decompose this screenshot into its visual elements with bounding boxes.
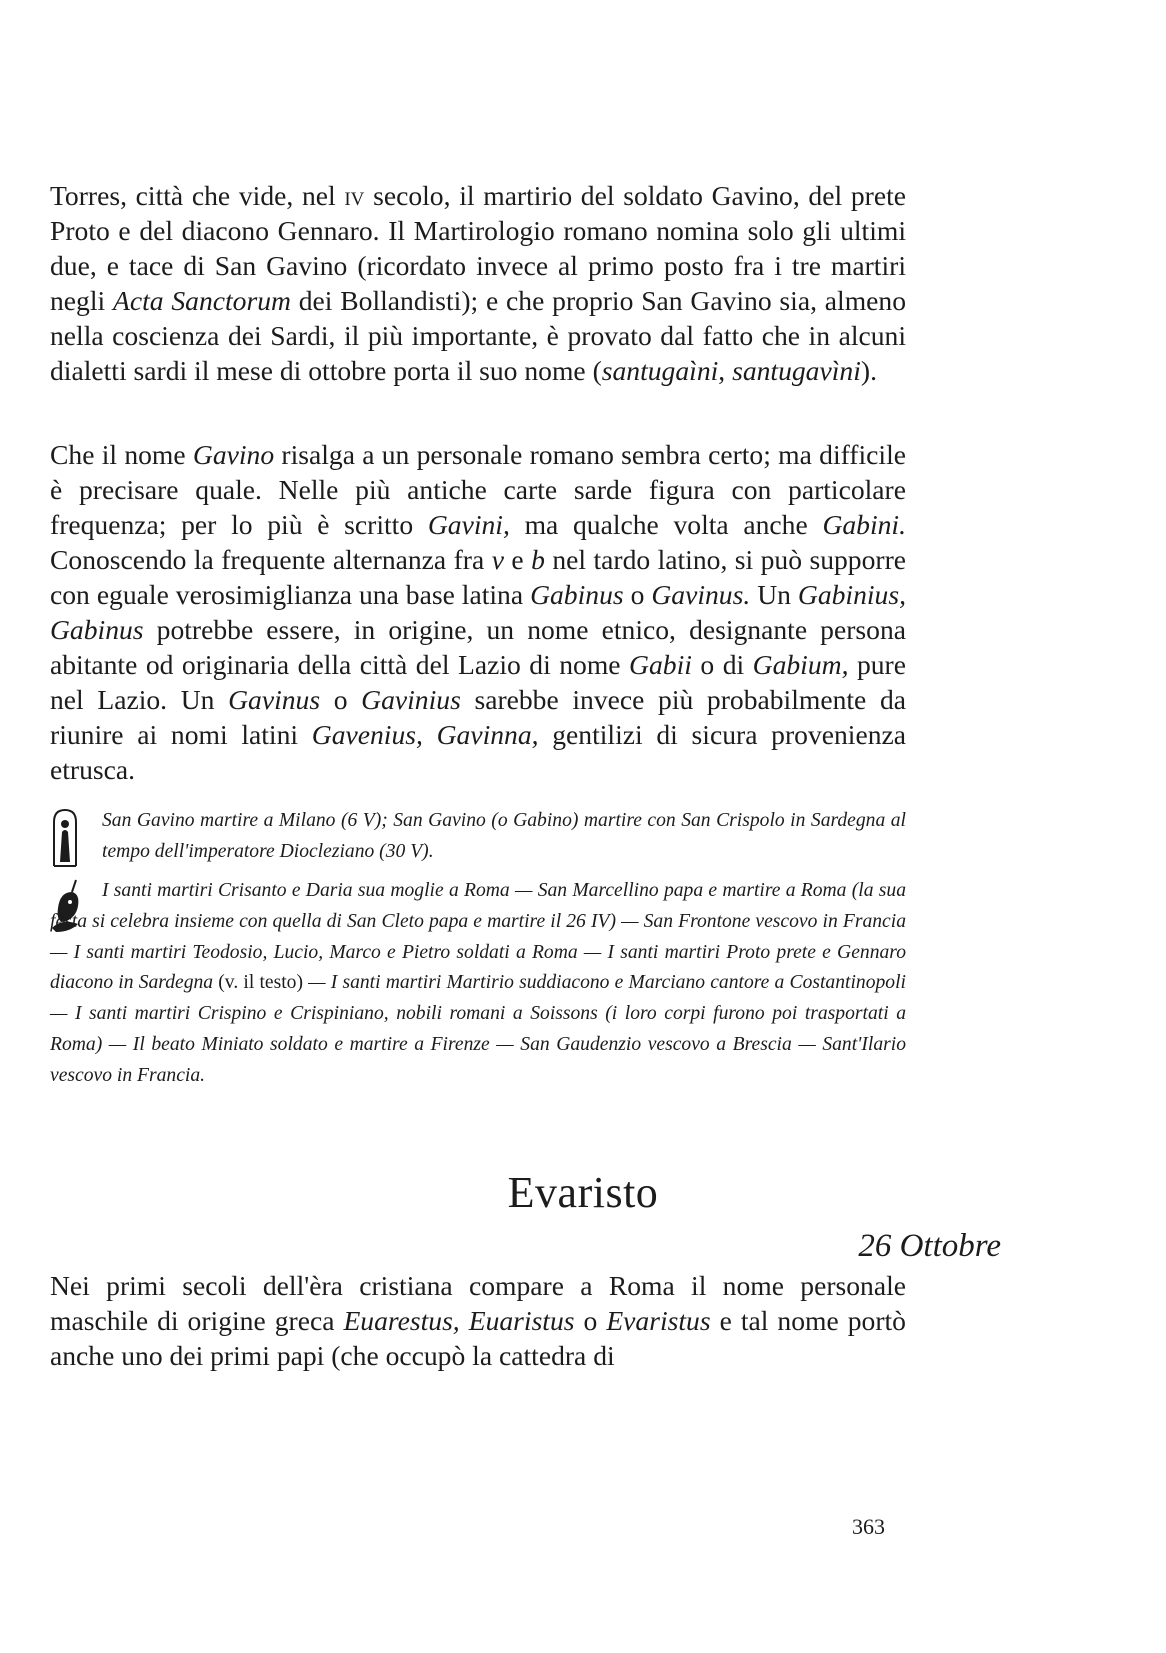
- text-run: pure nel Lazio. Un: [50, 649, 906, 715]
- century-numeral: iv: [344, 180, 365, 211]
- entry-title: Evaristo: [507, 1168, 659, 1217]
- italic-term: Gavenius, Gavinna,: [311, 719, 539, 750]
- text-run: ).: [860, 355, 877, 386]
- italic-term: v: [491, 544, 504, 575]
- italic-term: Gavinius: [361, 684, 461, 715]
- text-run: o: [320, 684, 362, 715]
- text-run: gentilizi di sicura provenienza etrusca.: [50, 719, 906, 785]
- etymology-paragraph: [50, 437, 906, 787]
- italic-term: Gavino: [192, 439, 275, 470]
- text-run: Torres, città che vide, nel: [50, 180, 345, 211]
- text-run: ,: [718, 355, 733, 386]
- italic-term: Gabini.: [822, 509, 906, 540]
- text-run: e: [503, 544, 532, 575]
- italic-term: santugavìni: [732, 355, 861, 386]
- evaristo-paragraph: [50, 1268, 906, 1373]
- namesake-saints-text: San Gavino martire a Milano (6 V); San Gavino (o Gabino) martire con San Crispolo in Sardegna al tempo dell'imperatore Diocleziano (30 V).: [102, 810, 906, 862]
- italic-term: Gabium,: [752, 649, 849, 680]
- italic-term: Evaristus: [606, 1305, 711, 1336]
- page-number: 363: [852, 1514, 885, 1539]
- italic-term: Gavinus.: [651, 579, 751, 610]
- text-run: Un: [750, 579, 798, 610]
- text-run: nel tardo latino, si può supporre con eguale verosimiglianza una base latina: [50, 544, 907, 610]
- saints-text: — I santi martiri Martirio suddiacono e Marciano cantore a Costantinopoli — I santi martiri Crispino e Crispiniano, nobili romani a Soissons (i loro corpi furono poi trasportati a Roma) — Il beato Miniato soldato e martire a Firenze — San Gaudenzio vescovo a Brescia — Sant'Ilario vescovo in Francia.: [50, 972, 906, 1086]
- saints-of-day-note: [50, 876, 906, 1092]
- entry-date: 26 Ottobre: [858, 1228, 1001, 1264]
- text-run: risalga a un personale romano sembra certo; ma difficile è precisare quale. Nelle più antiche carte sarde figura con particolare frequenza; per lo più è scritto: [50, 439, 906, 540]
- italic-term: Gavinus: [228, 684, 321, 715]
- italic-term: Gavini,: [427, 509, 510, 540]
- text-run: o: [574, 1305, 607, 1336]
- italic-term: Gabii: [629, 649, 692, 680]
- italic-term: Gabinius, Gabinus: [50, 579, 906, 645]
- italic-term: b: [531, 544, 545, 575]
- italic-term: Acta Sanctorum: [112, 285, 291, 316]
- text-run: dei Bollandisti); e che proprio San Gavino sia, almeno nella coscienza dei Sardi, il più importante, è provato dal fatto che in alcuni dialetti sardi il mese di ottobre porta il suo nome (: [50, 285, 906, 386]
- text-run: ma qualche volta anche: [509, 509, 823, 540]
- text-run: o di: [691, 649, 753, 680]
- text-run: Conoscendo la frequente alternanza fra: [50, 544, 492, 575]
- namesake-saints-note: [50, 805, 906, 867]
- saints-text: I santi martiri Crisanto e Daria sua moglie a Roma — San Marcellino papa e martire a Roma (la sua festa si celebra insieme con quella di San Cleto papa e martire il 26 IV) — San Frontone vescovo in Francia — I santi martiri Teodosio, Lucio, Marco e Pietro soldati a Roma — I santi martiri Proto prete e Gennaro diacono in Sardegna: [50, 880, 906, 994]
- text-run: sarebbe invece più probabilmente da riunire ai nomi latini: [50, 684, 906, 750]
- text-run: secolo, il martirio del soldato Gavino, del prete Proto e del diacono Gennaro. Il Martirologio romano nomina solo gli ultimi due, e tace di San Gavino (ricordato invece al primo posto fra i tre martiri negli: [50, 180, 906, 316]
- text-run: e tal nome portò anche uno dei primi papi (che occupò la cattedra di: [50, 1305, 906, 1371]
- italic-term: Gabinus: [530, 579, 624, 610]
- cross-reference: (v. il testo): [218, 972, 303, 994]
- italic-term: santugaìni: [601, 355, 719, 386]
- text-run: Nei primi secoli dell'èra cristiana compare a Roma il nome personale maschile di origine greca: [50, 1270, 906, 1336]
- text-run: Che il nome: [50, 439, 193, 470]
- text-run: potrebbe essere, in origine, un nome etnico, designante persona abitante od originaria della città del Lazio di nome: [50, 614, 906, 680]
- italic-term: Euarestus, Euaristus: [343, 1305, 575, 1336]
- intro-paragraph: [50, 178, 906, 388]
- text-run: o: [623, 579, 652, 610]
